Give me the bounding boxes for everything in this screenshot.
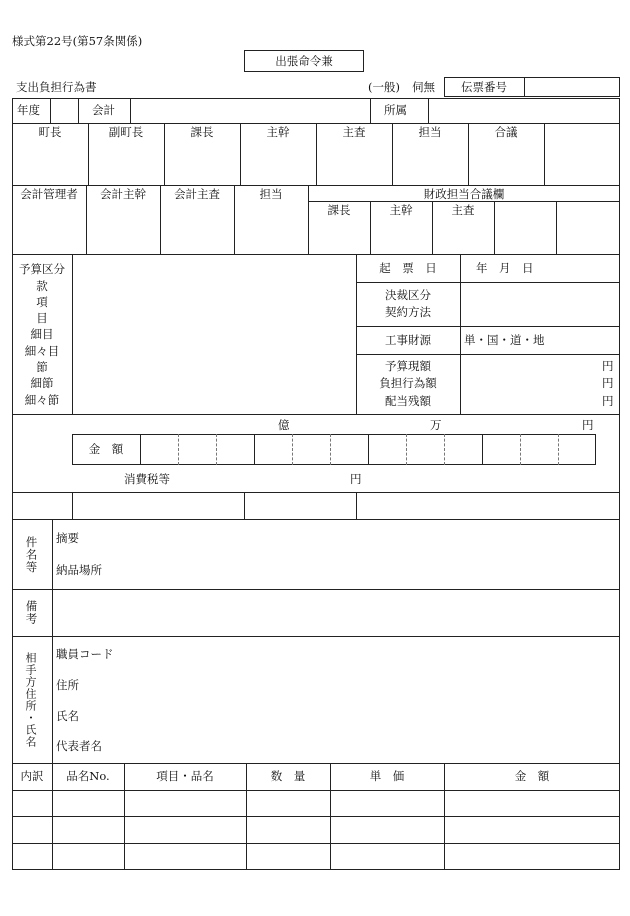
contract-method-label: 契約方法	[385, 305, 431, 319]
budget-kou: 項	[36, 295, 48, 309]
budget-saisetsu: 細節	[30, 376, 54, 390]
yen-unit: 円	[602, 394, 614, 408]
address-label: 住所	[56, 678, 79, 692]
approval-inspector: 主査	[342, 125, 366, 139]
approval-consult: 合議	[494, 125, 518, 139]
delivery-place-label: 納品場所	[56, 563, 102, 577]
form-subtitle: 支出負担行為書	[16, 80, 97, 94]
approval-accounting-inspector: 会計主査	[174, 187, 220, 201]
dept-label: 所属	[384, 103, 407, 117]
detail-header-item-name: 項目・品名	[156, 769, 214, 783]
amount-label: 金 額	[88, 442, 124, 456]
voucher-label: 伝票番号	[461, 80, 507, 94]
tax-yen-unit: 円	[350, 472, 362, 486]
budget-setsu: 節	[36, 360, 48, 374]
decision-label: 決裁区分	[385, 288, 431, 302]
name-label: 氏名	[56, 709, 79, 723]
remarks-label: 備考	[24, 600, 39, 625]
detail-header-breakdown: 内訳	[20, 769, 44, 783]
yen-unit: 円	[582, 418, 594, 432]
finance-chief: 主幹	[389, 203, 413, 217]
kind-label: (一般)	[368, 80, 400, 94]
subject-label: 件名等	[24, 536, 39, 574]
man-unit: 万	[430, 418, 442, 432]
inquiry-label: 伺無	[412, 80, 435, 94]
form-title: 出張命令兼	[275, 54, 333, 68]
issue-date-ymd: 年 月 日	[476, 261, 534, 275]
budget-moku: 目	[36, 311, 48, 325]
commitment-label: 負担行為額	[379, 376, 437, 390]
budget-saisaimoku: 細々目	[24, 344, 60, 358]
representative-label: 代表者名	[56, 739, 102, 753]
detail-header-amount: 金 額	[514, 769, 550, 783]
approval-staff: 担当	[418, 125, 442, 139]
fund-source-value: 単・国・道・地	[464, 333, 545, 347]
approval-mayor: 町長	[38, 125, 62, 139]
finance-inspector: 主査	[451, 203, 475, 217]
form-number: 様式第22号(第57条関係)	[12, 34, 143, 48]
approval-accounting-chief: 会計主幹	[100, 187, 146, 201]
approval-section-chief: 課長	[190, 125, 214, 139]
amount-box	[72, 434, 596, 465]
approval-accounting-manager: 会計管理者	[20, 187, 78, 201]
year-label: 年度	[17, 103, 40, 117]
budget-saimoku: 細目	[30, 327, 54, 341]
yen-unit: 円	[602, 376, 614, 390]
remaining-label: 配当残額	[385, 394, 431, 408]
approval-chief: 主幹	[266, 125, 290, 139]
detail-header-item-no: 品名No.	[66, 769, 110, 783]
present-budget-label: 予算現額	[385, 359, 431, 373]
finance-section-chief: 課長	[327, 203, 351, 217]
consumption-tax-label: 消費税等	[124, 472, 170, 486]
staff-code-label: 職員コード	[56, 647, 114, 661]
detail-header-quantity: 数 量	[270, 769, 306, 783]
approval-accounting-staff: 担当	[259, 187, 283, 201]
budget-saisaisetsu: 細々節	[24, 393, 60, 407]
issue-date-label: 起 票 日	[379, 261, 437, 275]
yen-unit: 円	[602, 359, 614, 373]
finance-header: 財政担当合議欄	[423, 187, 505, 201]
party-label: 相手方住所・氏名	[24, 652, 37, 748]
oku-unit: 億	[278, 418, 290, 432]
account-label: 会計	[92, 103, 115, 117]
approval-deputy-mayor: 副町長	[108, 125, 144, 139]
detail-header-unit-price: 単 価	[369, 769, 405, 783]
summary-label: 摘要	[56, 531, 79, 545]
fund-source-label: 工事財源	[385, 333, 431, 347]
budget-division: 予算区分	[19, 262, 65, 276]
budget-kan: 款	[36, 279, 48, 293]
